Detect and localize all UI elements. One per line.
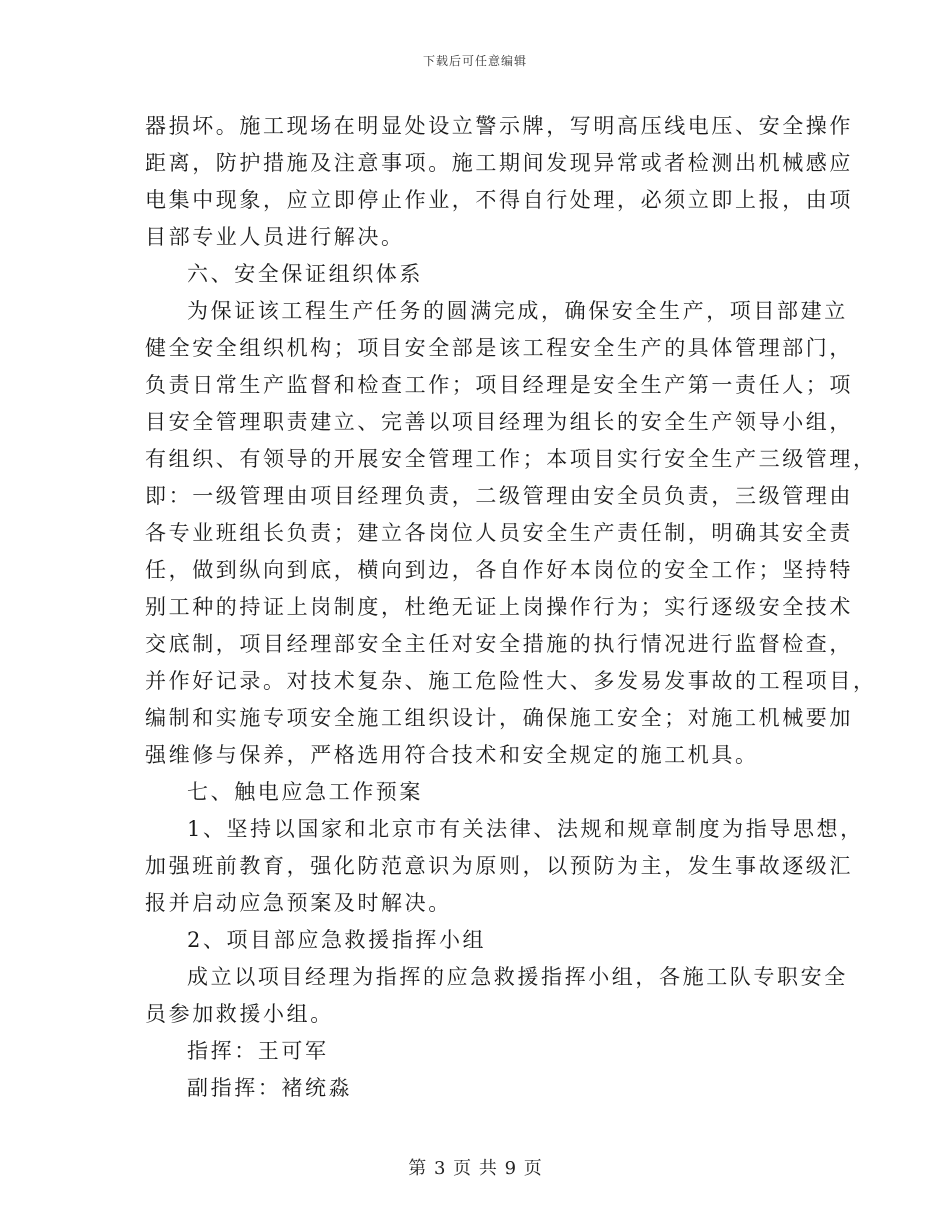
text-line: 即：一级管理由项目经理负责，二级管理由安全员负责，三级管理由 xyxy=(145,484,853,508)
heading-text: 六、安全保证组织体系 xyxy=(187,262,423,286)
document-body xyxy=(145,108,877,1107)
text-line: 负责日常生产监督和检查工作；项目经理是安全生产第一责任人；项 xyxy=(145,373,853,397)
text-line: 编制和实施专项安全施工组织设计，确保施工安全；对施工机械要加 xyxy=(145,706,853,730)
text-line: 为保证该工程生产任务的圆满完成，确保安全生产，项目部建立 xyxy=(187,299,848,323)
commander-line xyxy=(145,1033,811,1070)
text-line: 副指挥：褚统淼 xyxy=(187,1076,353,1100)
text-line: 任，做到纵向到底，横向到边，各自作好本岗位的安全工作；坚持特 xyxy=(145,558,853,582)
text-line: 1、坚持以国家和北京市有关法律、法规和规章制度为指导思想， xyxy=(187,817,864,841)
text-line: 并作好记录。对技术复杂、施工危险性大、多发易发事故的工程项目， xyxy=(145,669,877,693)
deputy-commander-line xyxy=(145,1070,811,1107)
text-line: 2、项目部应急救援指挥小组 xyxy=(187,928,487,952)
text-line: 距离，防护措施及注意事项。施工期间发现异常或者检测出机械感应 xyxy=(145,151,853,175)
text-line: 报并启动应急预案及时解决。 xyxy=(145,891,452,915)
page-number: 第 3 页 共 9 页 xyxy=(408,1158,542,1179)
text-line: 加强班前教育，强化防范意识为原则，以预防为主，发生事故逐级汇 xyxy=(145,854,853,878)
paragraph-safety-organization xyxy=(145,293,877,774)
text-line: 器损坏。施工现场在明显处设立警示牌，写明高压线电压、安全操作 xyxy=(145,114,853,138)
section-heading-safety-organization xyxy=(145,256,811,293)
paragraph-electrical-safety-cont xyxy=(145,108,853,256)
section-heading-emergency-plan xyxy=(145,774,811,811)
text-line: 强维修与保养，严格选用符合技术和安全规定的施工机具。 xyxy=(145,743,759,767)
text-line: 指挥：王可军 xyxy=(187,1039,329,1063)
paragraph-item-1 xyxy=(145,811,864,922)
text-line: 电集中现象，应立即停止作业，不得自行处理，必须立即上报，由项 xyxy=(145,188,853,212)
text-line: 各专业班组长负责；建立各岗位人员安全生产责任制，明确其安全责 xyxy=(145,521,853,545)
text-line: 健全安全组织机构；项目安全部是该工程安全生产的具体管理部门， xyxy=(145,336,853,360)
text-line: 员参加救援小组。 xyxy=(145,1002,334,1026)
page-header: 下载后可任意编辑 xyxy=(422,54,527,68)
heading-text: 七、触电应急工作预案 xyxy=(187,780,423,804)
text-line: 交底制，项目经理部安全主任对安全措施的执行情况进行监督检查， xyxy=(145,632,853,656)
text-line: 目安全管理职责建立、完善以项目经理为组长的安全生产领导小组， xyxy=(145,410,853,434)
text-line: 目部专业人员进行解决。 xyxy=(145,225,405,249)
text-line: 有组织、有领导的开展安全管理工作；本项目实行安全生产三级管理， xyxy=(145,447,877,471)
text-line: 成立以项目经理为指挥的应急救援指挥小组，各施工队专职安全 xyxy=(187,965,848,989)
text-line: 别工种的持证上岗制度，杜绝无证上岗操作行为；实行逐级安全技术 xyxy=(145,595,853,619)
paragraph-rescue-group xyxy=(145,959,848,1033)
paragraph-item-2-heading xyxy=(145,922,811,959)
